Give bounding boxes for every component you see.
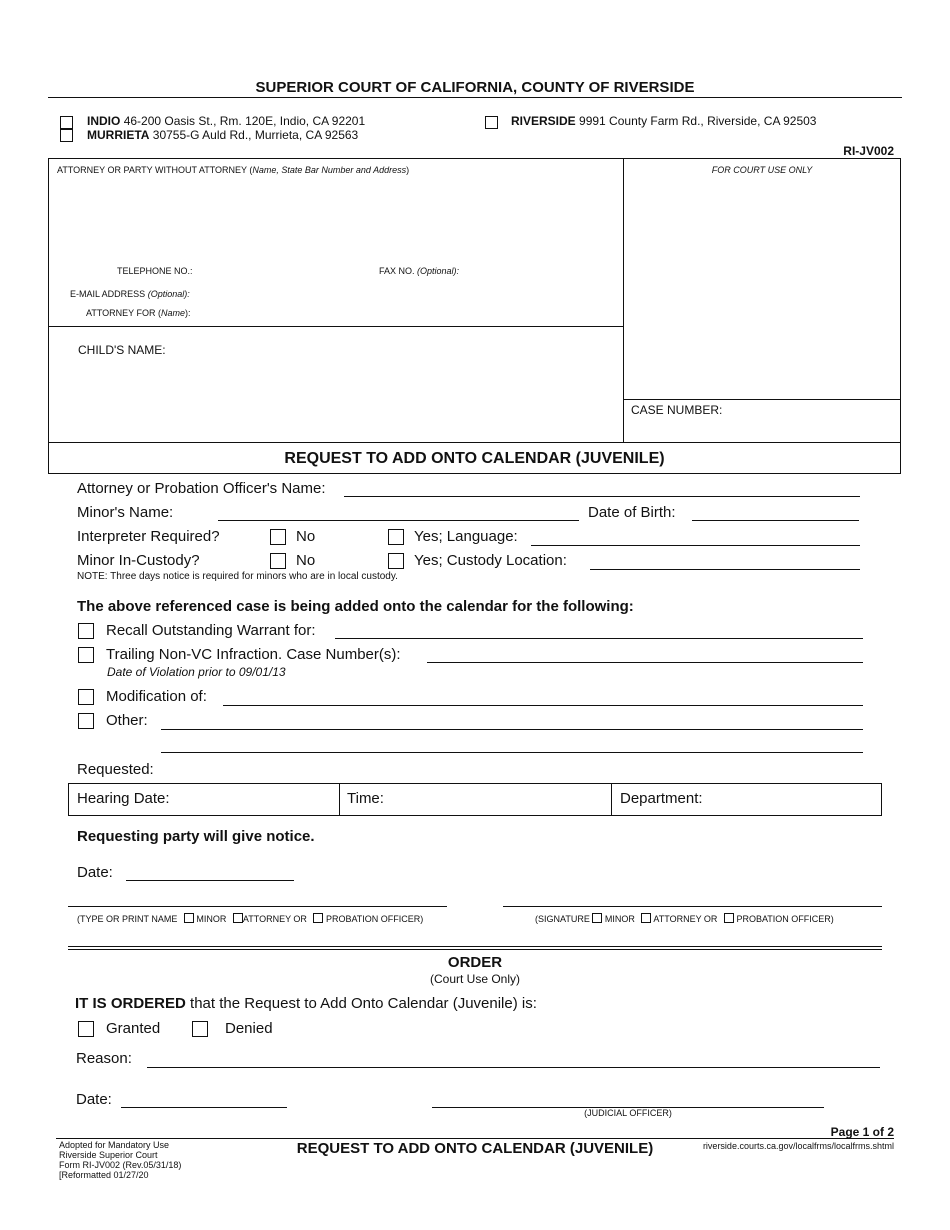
print-probation-checkbox[interactable]	[313, 913, 323, 923]
other-checkbox[interactable]	[78, 713, 94, 729]
trailing-checkbox[interactable]	[78, 647, 94, 663]
attorney-for-italic: Name	[161, 308, 186, 318]
telephone-label: TELEPHONE NO.:	[117, 266, 193, 276]
sig-attorney-checkbox[interactable]	[641, 913, 651, 923]
reason-label: Reason:	[76, 1050, 132, 1067]
department-field[interactable]: Department:	[620, 790, 703, 807]
court-title: SUPERIOR COURT OF CALIFORNIA, COUNTY OF RIVERSIDE	[255, 79, 695, 96]
order-title: ORDER	[447, 954, 503, 971]
attorney-for-text: ATTORNEY FOR (	[86, 308, 162, 318]
sig-attorney-label: ATTORNEY OR	[653, 914, 718, 924]
adopted-line-3: Form RI-JV002 (Rev.05/31/18)	[59, 1160, 182, 1170]
officer-name-input[interactable]	[344, 496, 860, 497]
order-subtitle: (Court Use Only)	[429, 972, 521, 986]
print-attorney-label: ATTORNEY OR	[242, 914, 307, 924]
attorney-for-label	[86, 308, 191, 318]
caption-box	[48, 158, 901, 443]
court-use-only: FOR COURT USE ONLY	[711, 165, 813, 175]
murrieta-address: 30755-G Auld Rd., Murrieta, CA 92563	[152, 128, 359, 142]
fax-label	[379, 266, 459, 276]
interpreter-no-label: No	[296, 528, 316, 545]
modification-checkbox[interactable]	[78, 689, 94, 705]
requested-box	[68, 783, 882, 816]
caption-divider	[623, 158, 624, 443]
murrieta-checkbox[interactable]	[60, 129, 73, 142]
language-input[interactable]	[531, 545, 860, 546]
adopted-line-1: Adopted for Mandatory Use	[59, 1140, 170, 1150]
interpreter-no-checkbox[interactable]	[270, 529, 286, 545]
fax-text: FAX NO.	[379, 266, 415, 276]
print-attorney-checkbox[interactable]	[233, 913, 243, 923]
time-field[interactable]: Time:	[347, 790, 384, 807]
order-rule-2	[68, 949, 882, 950]
form-title: REQUEST TO ADD ONTO CALENDAR (JUVENILE)	[284, 450, 665, 467]
print-name-caption	[77, 912, 423, 924]
attorney-for-end: ):	[185, 308, 191, 318]
granted-label: Granted	[106, 1020, 161, 1037]
denied-label: Denied	[225, 1020, 273, 1037]
modification-label: Modification of:	[106, 688, 207, 705]
date-input[interactable]	[126, 880, 294, 881]
riverside-checkbox[interactable]	[485, 116, 498, 129]
other-label: Other:	[106, 712, 148, 729]
print-probation-label: PROBATION OFFICER)	[325, 914, 424, 924]
order-date-input[interactable]	[121, 1107, 287, 1108]
in-custody-label: Minor In-Custody?	[77, 552, 200, 569]
recall-checkbox[interactable]	[78, 623, 94, 639]
riverside-address: 9991 County Farm Rd., Riverside, CA 92503	[579, 114, 817, 128]
trailing-input[interactable]	[427, 662, 863, 663]
page-number: Page 1 of 2	[830, 1125, 894, 1139]
attorney-label-italic: Name, State Bar Number and Address	[252, 165, 407, 175]
hearing-date-field[interactable]: Hearing Date:	[77, 790, 170, 807]
footer-url[interactable]: riverside.courts.ca.gov/localfrms/localfrms.shtml	[702, 1141, 894, 1151]
sig-minor-checkbox[interactable]	[592, 913, 602, 923]
minor-name-input[interactable]	[218, 520, 579, 521]
yes-language-label: Yes; Language:	[414, 528, 518, 545]
attorney-label-text: ATTORNEY OR PARTY WITHOUT ATTORNEY (	[57, 165, 253, 175]
custody-no-label: No	[296, 552, 316, 569]
reason-input[interactable]	[147, 1067, 880, 1068]
caption-h-rule	[48, 326, 623, 327]
denied-checkbox[interactable]	[192, 1021, 208, 1037]
murrieta-name: MURRIETA	[87, 128, 150, 142]
indio-location	[87, 114, 365, 128]
custody-note: NOTE: Three days notice is required for minors who are in local custody.	[77, 571, 398, 582]
footer-rule	[56, 1138, 894, 1139]
requested-div-2	[611, 783, 612, 816]
case-number-rule	[623, 399, 901, 400]
type-print-text: (TYPE OR PRINT NAME	[77, 914, 178, 924]
minor-name-label: Minor's Name:	[77, 504, 174, 521]
custody-no-checkbox[interactable]	[270, 553, 286, 569]
interpreter-label: Interpreter Required?	[77, 528, 220, 545]
attorney-label-end: )	[406, 165, 410, 175]
email-text: E-MAIL ADDRESS	[70, 289, 146, 299]
dob-input[interactable]	[692, 520, 859, 521]
signature-line[interactable]	[503, 906, 882, 907]
header-rule	[48, 97, 902, 98]
form-id: RI-JV002	[843, 144, 894, 158]
attorney-label	[57, 165, 409, 175]
indio-address: 46-200 Oasis St., Rm. 120E, Indio, CA 92201	[123, 114, 366, 128]
date-label: Date:	[77, 864, 113, 881]
purpose-heading: The above referenced case is being added onto the calendar for the following:	[77, 598, 634, 615]
recall-input[interactable]	[335, 638, 863, 639]
trailing-note: Date of Violation prior to 09/01/13	[107, 665, 286, 679]
order-rule-1	[68, 946, 882, 947]
trailing-label: Trailing Non-VC Infraction. Case Number(s):	[106, 646, 401, 663]
requested-label: Requested:	[77, 761, 154, 778]
childs-name-label: CHILD'S NAME:	[78, 343, 166, 357]
sig-probation-checkbox[interactable]	[724, 913, 734, 923]
modification-input[interactable]	[223, 705, 863, 706]
email-label	[70, 289, 190, 299]
sig-minor-label: MINOR	[604, 914, 635, 924]
sig-probation-label: PROBATION OFFICER)	[736, 914, 834, 924]
ordered-text	[75, 995, 537, 1012]
riverside-name: RIVERSIDE	[511, 114, 576, 128]
interpreter-yes-checkbox[interactable]	[388, 529, 404, 545]
adopted-block	[59, 1140, 181, 1180]
murrieta-location	[87, 128, 358, 142]
ordered-rest: that the Request to Add Onto Calendar (Juvenile) is:	[190, 995, 537, 1012]
signature-text: (SIGNATURE	[535, 914, 590, 924]
granted-checkbox[interactable]	[78, 1021, 94, 1037]
yes-custody-label: Yes; Custody Location:	[414, 552, 567, 569]
other-input-line-2[interactable]	[161, 752, 863, 753]
print-minor-label: MINOR	[196, 914, 227, 924]
requested-div-1	[339, 783, 340, 816]
dob-label: Date of Birth:	[588, 504, 676, 521]
print-name-line[interactable]	[68, 906, 447, 907]
notice-text: Requesting party will give notice.	[77, 828, 315, 845]
ordered-bold: IT IS ORDERED	[75, 995, 186, 1012]
fax-optional: (Optional):	[417, 266, 460, 276]
custody-location-input[interactable]	[590, 569, 860, 570]
indio-name: INDIO	[87, 114, 121, 128]
case-number-label: CASE NUMBER:	[631, 403, 723, 417]
email-optional: (Optional):	[147, 289, 190, 299]
print-minor-checkbox[interactable]	[184, 913, 194, 923]
adopted-line-4: [Reformatted 01/27/20	[59, 1170, 149, 1180]
riverside-location	[511, 114, 816, 128]
footer-title: REQUEST TO ADD ONTO CALENDAR (JUVENILE)	[296, 1140, 654, 1157]
judicial-officer-caption: (JUDICIAL OFFICER)	[584, 1108, 672, 1118]
order-date-label: Date:	[76, 1091, 112, 1108]
officer-name-label: Attorney or Probation Officer's Name:	[77, 480, 326, 497]
recall-label: Recall Outstanding Warrant for:	[106, 622, 316, 639]
other-input[interactable]	[161, 729, 863, 730]
custody-yes-checkbox[interactable]	[388, 553, 404, 569]
indio-checkbox[interactable]	[60, 116, 73, 129]
signature-caption	[535, 912, 834, 924]
adopted-line-2: Riverside Superior Court	[59, 1150, 158, 1160]
